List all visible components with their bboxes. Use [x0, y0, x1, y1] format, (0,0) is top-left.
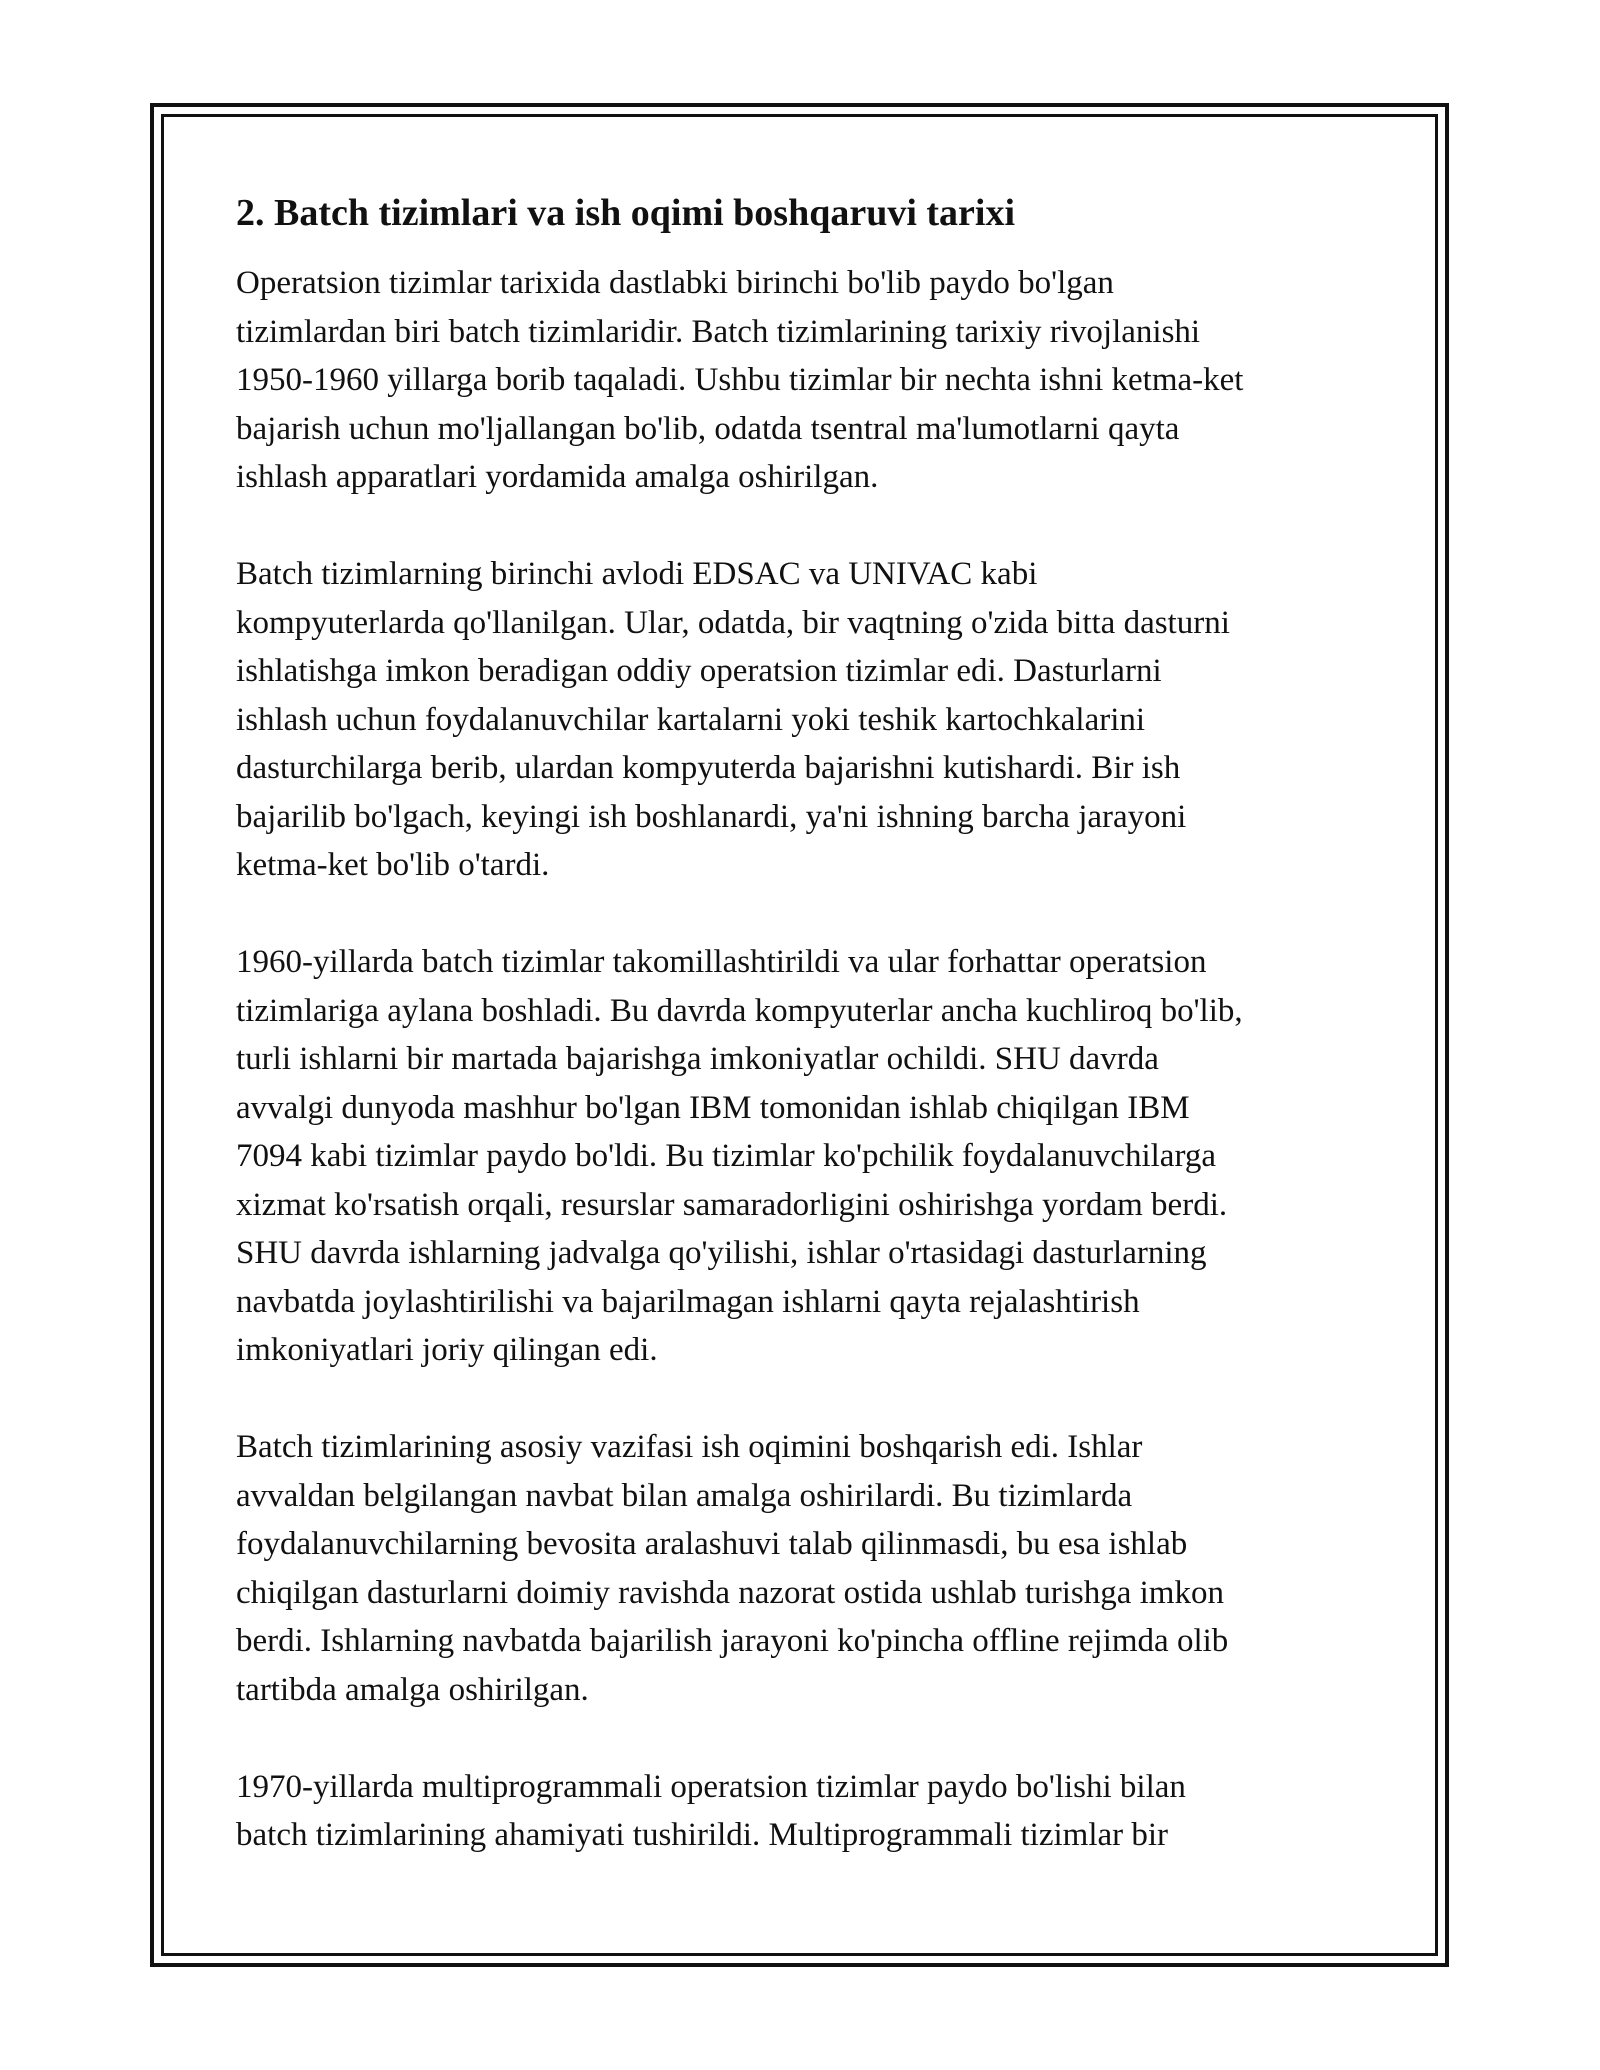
paragraph-line: 7094 kabi tizimlar paydo bo'ldi. Bu tizimlar ko'pchilik foydalanuvchilarga [236, 1138, 1216, 1174]
paragraph-1 [236, 259, 1376, 502]
paragraph-line: xizmat ko'rsatish orqali, resurslar samaradorligini oshirishga yordam berdi. [236, 1186, 1228, 1223]
paragraph-line: foydalanuvchilarning bevosita aralashuvi talab qilinmasdi, bu esa ishlab [236, 1526, 1188, 1562]
paragraph-line: kompyuterlarda qo'llanilgan. Ular, odatda, bir vaqtning o'zida bitta dasturni [236, 604, 1230, 641]
paragraph-line: Operatsion tizimlar tarixida dastlabki birinchi bo'lib paydo bo'lgan [236, 265, 1114, 301]
paragraph-4 [236, 1423, 1376, 1714]
paragraph-line: imkoniyatlari joriy qilingan edi. [236, 1332, 658, 1368]
paragraph-5 [236, 1763, 1376, 1860]
paragraph-line: ishlatishga imkon beradigan oddiy operatsion tizimlar edi. Dasturlarni [236, 653, 1162, 689]
paragraph-line: 1950-1960 yillarga borib taqaladi. Ushbu tizimlar bir nechta ishni ketma-ket [236, 362, 1244, 398]
document-body [236, 185, 1376, 1908]
paragraph-line: dasturchilarga berib, ulardan kompyuterda bajarishni kutishardi. Bir ish [236, 750, 1181, 786]
paragraph-line: navbatda joylashtirilishi va bajarilmagan ishlarni qayta rejalashtirish [236, 1283, 1140, 1320]
paragraph-line: berdi. Ishlarning navbatda bajarilish jarayoni ko'pincha offline rejimda olib [236, 1623, 1229, 1659]
paragraph-line: tizimlardan biri batch tizimlaridir. Batch tizimlarining tarixiy rivojlanishi [236, 313, 1201, 350]
paragraph-line: 1960-yillarda batch tizimlar takomillashtirildi va ular forhattar operatsion [236, 944, 1207, 980]
paragraph-line: bajarish uchun mo'ljallangan bo'lib, odatda tsentral ma'lumotlarni qayta [236, 410, 1180, 447]
paragraph-3 [236, 938, 1376, 1375]
paragraph-line: avvaldan belgilangan navbat bilan amalga oshirilardi. Bu tizimlarda [236, 1477, 1133, 1514]
paragraph-line: avvalgi dunyoda mashhur bo'lgan IBM tomonidan ishlab chiqilgan IBM [236, 1089, 1190, 1126]
paragraph-line: Batch tizimlarining asosiy vazifasi ish oqimini boshqarish edi. Ishlar [236, 1429, 1143, 1465]
paragraph-line: batch tizimlarining ahamiyati tushirildi. Multiprogrammali tizimlar bir [236, 1817, 1169, 1853]
paragraph-line: chiqilgan dasturlarni doimiy ravishda nazorat ostida ushlab turishga imkon [236, 1574, 1224, 1611]
paragraph-2 [236, 550, 1376, 890]
paragraph-line: ketma-ket bo'lib o'tardi. [236, 847, 550, 883]
paragraph-line: SHU davrda ishlarning jadvalga qo'yilishi, ishlar o'rtasidagi dasturlarning [236, 1235, 1207, 1271]
paragraph-line: 1970-yillarda multiprogrammali operatsion tizimlar paydo bo'lishi bilan [236, 1768, 1186, 1805]
paragraph-line: tartibda amalga oshirilgan. [236, 1671, 589, 1708]
paragraph-line: turli ishlarni bir martada bajarishga imkoniyatlar ochildi. SHU davrda [236, 1041, 1159, 1077]
paragraph-line: bajarilib bo'lgach, keyingi ish boshlanardi, ya'ni ishning barcha jarayoni [236, 798, 1187, 835]
section-title: 2. Batch tizimlari va ish oqimi boshqaruvi tarixi [236, 192, 1016, 234]
paragraph-line: ishlash uchun foydalanuvchilar kartalarni yoki teshik kartochkalarini [236, 701, 1146, 738]
paragraph-line: Batch tizimlarning birinchi avlodi EDSAC va UNIVAC kabi [236, 556, 1038, 592]
paragraph-line: tizimlariga aylana boshladi. Bu davrda kompyuterlar ancha kuchliroq bo'lib, [236, 992, 1243, 1029]
paragraph-line: ishlash apparatlari yordamida amalga oshirilgan. [236, 459, 879, 495]
